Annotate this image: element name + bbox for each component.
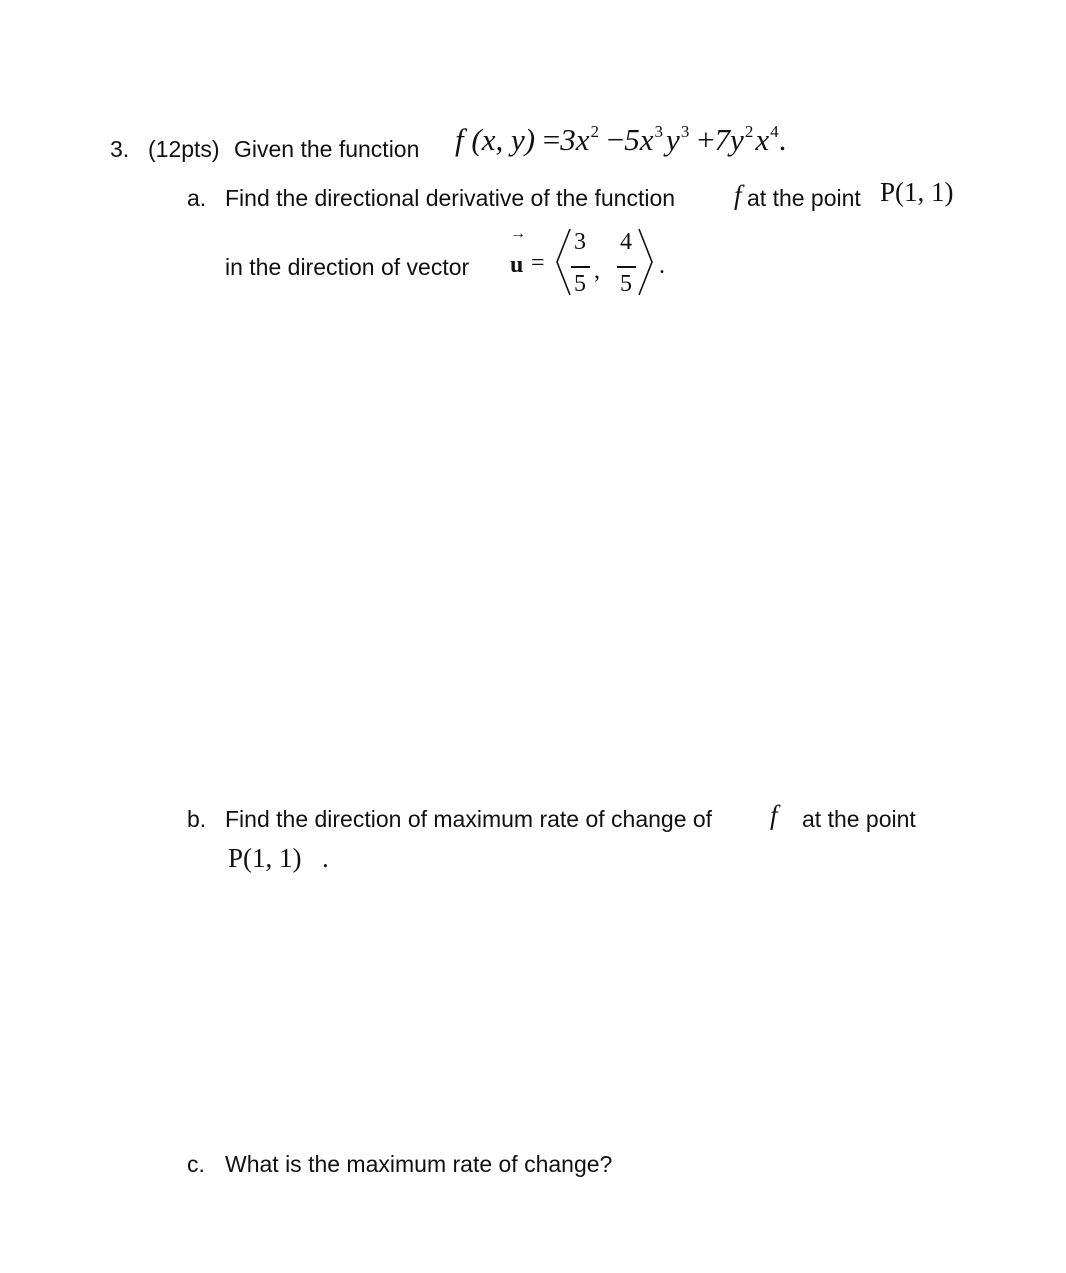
left-angle-bracket-icon [554, 227, 572, 297]
op2: + [697, 122, 715, 157]
term3-exp-x: 4 [770, 122, 779, 141]
part-b-label: b. [187, 806, 207, 832]
fraction1-bar [571, 266, 590, 268]
term1-coef: 3x [560, 122, 590, 157]
function-equals: = [542, 122, 561, 157]
right-angle-bracket-icon [637, 227, 655, 297]
term3-x: x [755, 122, 770, 157]
fraction2-numerator: 4 [620, 229, 632, 255]
part-b-period: . [322, 843, 329, 873]
fraction1-numerator: 3 [574, 229, 586, 255]
part-c-text: What is the maximum rate of change? [225, 1151, 613, 1177]
function-end: . [778, 122, 787, 157]
problem-number: 3. [110, 136, 130, 162]
part-a-line2-text: in the direction of vector [225, 254, 470, 280]
part-c-label: c. [187, 1151, 205, 1177]
term2-exp-x: 3 [654, 122, 664, 141]
term2-y: y [666, 122, 680, 157]
part-b-text2: at the point [802, 806, 916, 832]
term3-exp-y: 2 [744, 122, 754, 141]
part-a-f: f [734, 180, 742, 210]
function-name: f [455, 122, 464, 157]
function-args: (x, y) [471, 122, 536, 157]
part-b-point: P(1, 1) [228, 843, 302, 873]
vector-equals: = [531, 250, 545, 276]
problem-points: (12pts) [148, 136, 220, 162]
function-definition [455, 122, 786, 158]
part-a-point: P(1, 1) [880, 177, 954, 207]
fraction1-denominator: 5 [574, 271, 586, 297]
vector-arrow-icon: → [510, 225, 526, 242]
term1-exp: 2 [590, 122, 600, 141]
term3-coef: 7y [714, 122, 744, 157]
term2-coef: 5x [624, 122, 654, 157]
fraction2-denominator: 5 [620, 271, 632, 297]
fraction2-bar [617, 266, 636, 268]
part-b-text1: Find the direction of maximum rate of change of [225, 806, 713, 832]
op1: − [606, 122, 625, 157]
part-a-label: a. [187, 185, 207, 211]
part-a-text2: at the point [747, 185, 861, 211]
vector-u: u [510, 252, 524, 278]
part-a-text1: Find the directional derivative of the function [225, 185, 676, 211]
vector-comma: , [594, 258, 600, 284]
term2-exp-y: 3 [680, 122, 690, 141]
part-b-f: f [770, 800, 778, 830]
problem-intro: Given the function [234, 136, 420, 162]
part-a-period: . [659, 253, 665, 279]
